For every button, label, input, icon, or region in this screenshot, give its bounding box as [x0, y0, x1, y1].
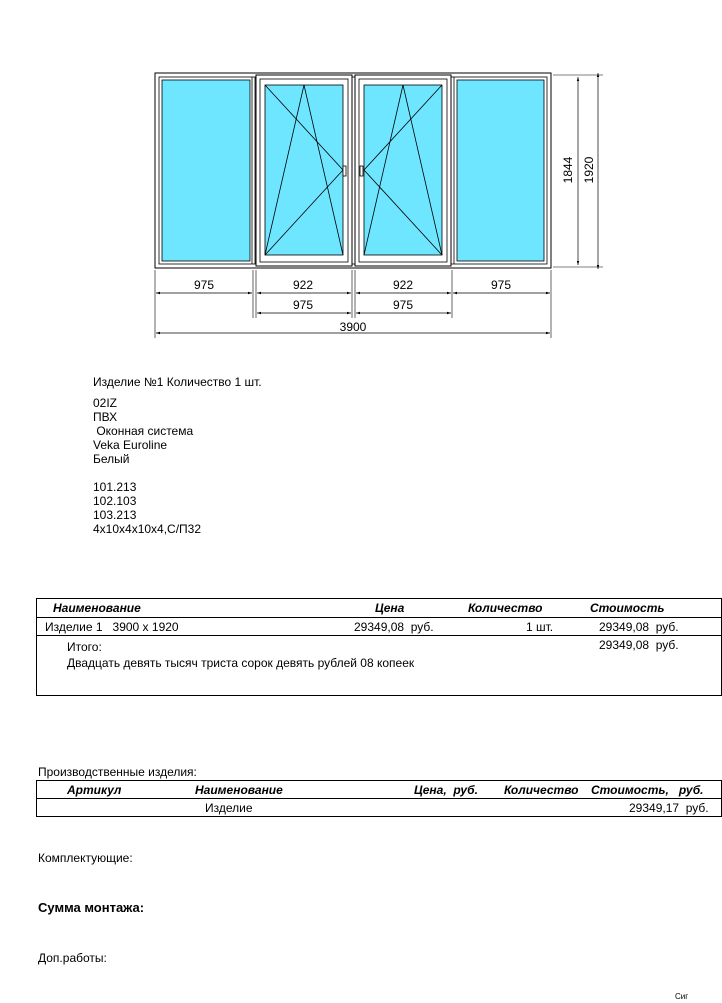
- footer-mark: Сиг: [675, 992, 689, 1001]
- col-header-qty: Количество: [468, 601, 543, 615]
- spec-line: Veka Euroline: [93, 438, 168, 452]
- dim-bottom-3: 922: [392, 278, 414, 292]
- row-qty: 1 шт.: [526, 620, 554, 634]
- prod-row-name: Изделие: [205, 801, 253, 815]
- spec-line: 02IZ: [93, 396, 118, 410]
- prod-header-name: Наименование: [195, 783, 283, 797]
- row-price: 29349,08 руб.: [354, 620, 434, 634]
- window-drawing: [0, 0, 722, 345]
- prod-header-price: Цена, руб.: [414, 783, 478, 797]
- install-label: Сумма монтажа:: [38, 900, 145, 915]
- article-line: 103.213: [93, 508, 137, 522]
- dim-bottom-4: 975: [490, 278, 512, 292]
- glass-right-sash: [364, 85, 442, 255]
- dim-inner-height: 1844: [561, 156, 575, 184]
- prod-row-cost: 29349,17 руб.: [629, 801, 709, 815]
- extra-label: Доп.работы:: [38, 951, 107, 965]
- dim-bottom-1: 975: [193, 278, 215, 292]
- glass-left-fixed: [162, 80, 250, 261]
- dim-total-height: 1920: [582, 156, 596, 184]
- total-words: Двадцать девять тысяч триста сорок девять рублей 08 копеек: [67, 656, 415, 670]
- dim-bottom-5: 975: [292, 298, 314, 312]
- spec-line: Белый: [93, 452, 130, 466]
- spec-line: Оконная система: [93, 424, 194, 438]
- total-label: Итого:: [67, 640, 102, 654]
- product-specs: [93, 396, 193, 466]
- prod-header-article: Артикул: [67, 783, 122, 797]
- price-table: [36, 598, 722, 696]
- handle-right: [360, 166, 363, 176]
- dim-bottom-6: 975: [392, 298, 414, 312]
- col-header-price: Цена: [375, 601, 405, 615]
- article-line: 101.213: [93, 480, 137, 494]
- glass-left-sash: [265, 85, 343, 255]
- product-articles: [93, 480, 201, 536]
- article-line: 4x10x4x10x4,С/П32: [93, 522, 202, 536]
- spec-line: ПВХ: [93, 410, 118, 424]
- production-table: [36, 780, 722, 817]
- components-label: Комплектующие:: [38, 851, 133, 865]
- dim-bottom-2: 922: [292, 278, 314, 292]
- prod-header-cost: Стоимость, руб.: [591, 783, 704, 797]
- prod-header-qty: Количество: [504, 783, 579, 797]
- product-heading: Изделие №1 Количество 1 шт.: [93, 375, 262, 389]
- glass-right-fixed: [457, 80, 544, 261]
- handle-left: [343, 166, 346, 176]
- row-cost: 29349,08 руб.: [599, 620, 679, 634]
- production-title: Производственные изделия:: [38, 765, 197, 779]
- article-line: 102.103: [93, 494, 137, 508]
- col-header-name: Наименование: [53, 601, 141, 615]
- row-name: Изделие 1 3900 x 1920: [45, 620, 179, 634]
- total-cost: 29349,08 руб.: [599, 638, 679, 652]
- col-header-cost: Стоимость: [590, 601, 665, 615]
- dim-total-width: 3900: [339, 320, 367, 334]
